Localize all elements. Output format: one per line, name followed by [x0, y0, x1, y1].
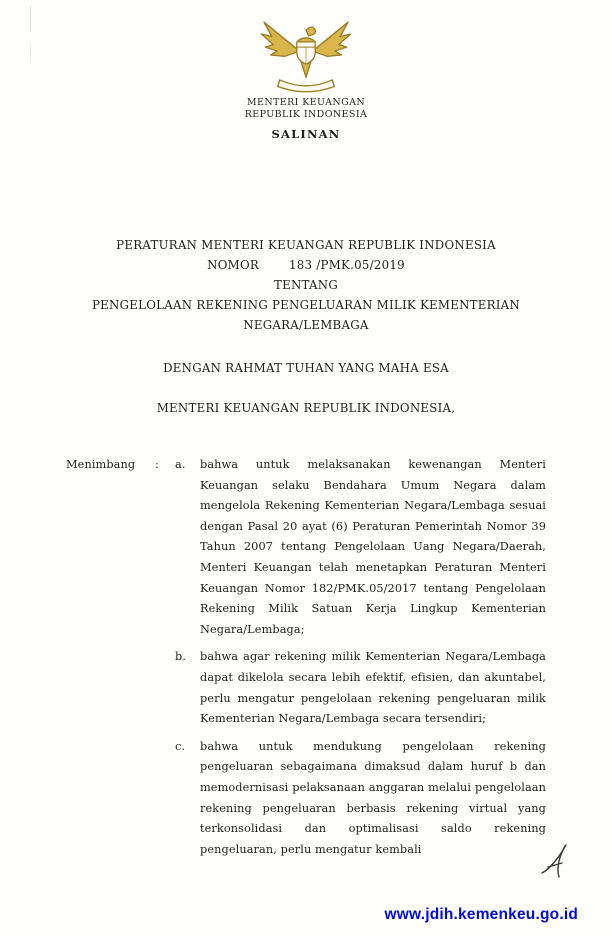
scan-artifact — [30, 44, 31, 62]
considering-label: Menimbang — [66, 458, 136, 471]
item-text: bahwa agar rekening milik Kementerian Negara/Lembaga dapat dikelola secara lebih efektif, efisien, dan akuntabel, perlu mengatur pengelolaan rekening pengeluaran milik Kementerian Negara/Lembaga secara tersendiri; — [200, 650, 546, 726]
regulation-subject-line2: NEGARA/LEMBAGA — [243, 318, 369, 332]
copy-label: SALINAN — [271, 127, 341, 141]
item-text: bahwa untuk mendukung pengelolaan rekening pengeluaran sebagaimana dimaksud dalam huruf b dan memodernisasi pelaksanaan anggaran melalui pengelolaan rekening pengeluaran berbasis rekening virtual yang terkonsolidasi dan optimalisasi saldo rekening pengeluaran, perlu mengatur kembali — [200, 739, 546, 856]
item-letter: b. — [175, 650, 187, 664]
nomor-value: 183 /PMK.05/2019 — [289, 258, 405, 272]
garuda-emblem-icon — [0, 13, 612, 97]
handwritten-initial-icon — [540, 843, 570, 883]
item-letter: a. — [175, 458, 186, 471]
ministry-name-line1: MENTERI KEUANGAN — [246, 97, 366, 108]
regulation-number-line — [0, 255, 612, 275]
regulation-title-line: PERATURAN MENTERI KEUANGAN REPUBLIK INDONESIA — [116, 238, 496, 252]
nomor-label: NOMOR — [207, 258, 260, 272]
regulation-title-block — [0, 235, 612, 335]
considering-section — [66, 455, 546, 867]
letterhead — [0, 0, 612, 141]
jdih-website-link[interactable]: www.jdih.kemenkeu.go.id — [384, 906, 578, 923]
item-letter: c. — [175, 739, 186, 753]
item-text: bahwa untuk melaksanakan kewenangan Menteri Keuangan selaku Bendahara Umum Negara dalam mengelola Rekening Kementerian Negara/Lembaga sesuai dengan Pasal 20 ayat (6) Peraturan Pemerintah Nomor 39 Tahun 2007 tentang Pengelolaan Uang Negara/Daerah, Menteri Keuangan telah menetapkan Peraturan Menteri Keuangan Nomor 182/PMK.05/2017 tentang Pengelolaan Rekening Milik Satuan Kerja Lingkup Kementerian Negara/Lembaga; — [200, 458, 546, 636]
scan-artifact — [30, 6, 31, 32]
issuer-line: MENTERI KEUANGAN REPUBLIK INDONESIA, — [156, 401, 456, 415]
considering-item — [175, 455, 546, 640]
ministry-name-line2: REPUBLIK INDONESIA — [244, 108, 368, 120]
tentang-label: TENTANG — [273, 278, 339, 292]
invocation-line: DENGAN RAHMAT TUHAN YANG MAHA ESA — [163, 361, 449, 375]
considering-separator: : — [155, 458, 159, 471]
regulation-subject-line1: PENGELOLAAN REKENING PENGELUARAN MILIK KEMENTERIAN — [91, 298, 521, 312]
considering-item — [175, 647, 546, 729]
considering-item — [175, 737, 546, 861]
considering-items — [175, 455, 546, 867]
